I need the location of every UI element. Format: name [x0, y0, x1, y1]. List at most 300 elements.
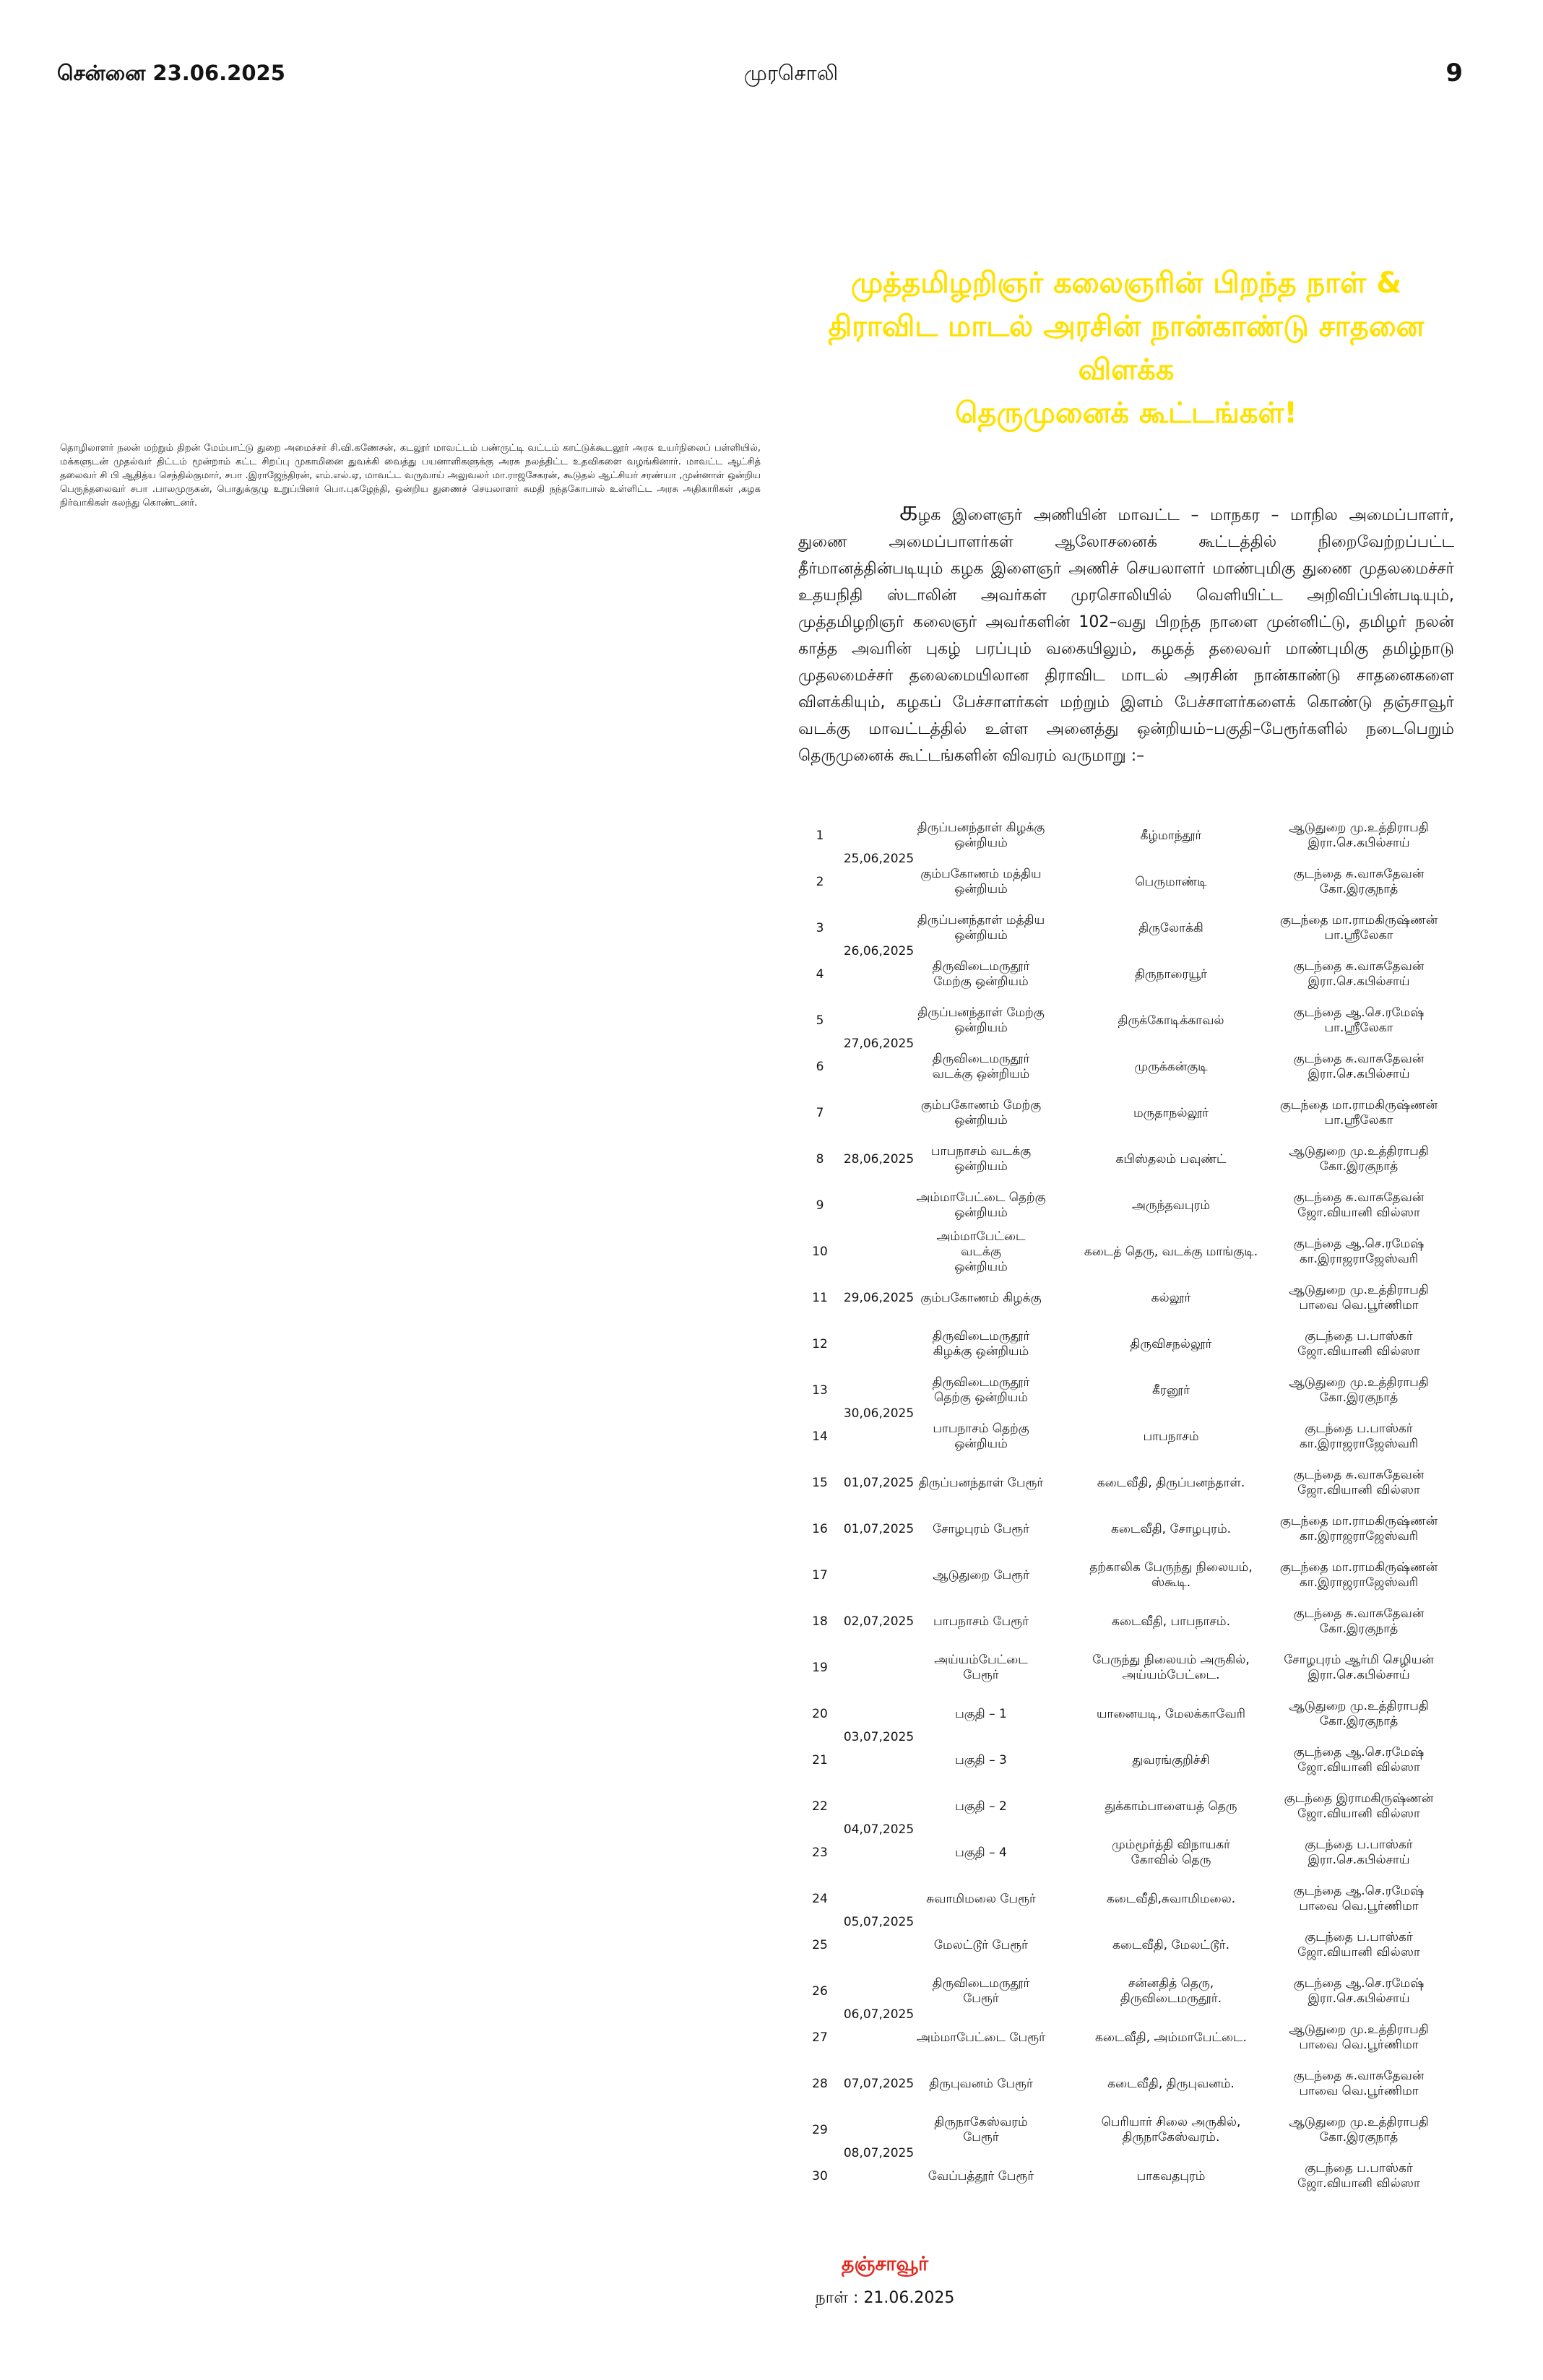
row-number: 3 [816, 920, 824, 935]
article-intro [798, 494, 1454, 769]
speaker-name: ஆடுதுறை மு.உத்திராபதி [1289, 821, 1429, 835]
meeting-place [916, 1367, 1046, 1414]
meeting-venue [1046, 2015, 1272, 2061]
meeting-place [916, 1691, 1046, 1737]
article-title [798, 261, 1454, 435]
venue-line: கீரனூர் [1152, 1382, 1190, 1398]
schedule-row [798, 1783, 1445, 1830]
row-number: 5 [816, 1013, 824, 1028]
meeting-venue [1046, 1182, 1272, 1229]
meeting-date: 01,07,2025 [843, 1521, 915, 1536]
place-line: ஒன்றியம் [954, 1021, 1008, 1035]
schedule-row [798, 1552, 1445, 1598]
speaker-name: இரா.செ.கபில்சாய் [1308, 836, 1410, 850]
meeting-place [916, 2153, 1046, 2199]
speaker-name: கா.இராஜராஜேஸ்வரி [1299, 1529, 1419, 1544]
speakers [1272, 2015, 1445, 2061]
schedule-row [798, 1968, 1445, 2015]
speaker-name: குடந்தை சு.வாசுதேவன் [1293, 2069, 1425, 2083]
speaker-name: பா.ஸ்ரீலேகா [1324, 1113, 1393, 1128]
schedule-body [798, 813, 1445, 2199]
row-number: 11 [812, 1290, 828, 1305]
meeting-place [916, 1737, 1046, 1783]
speakers [1272, 1136, 1445, 1182]
speaker-name: பாவை வெ.பூர்ணிமா [1299, 1899, 1419, 1913]
meeting-venue [1046, 1229, 1272, 1275]
place-line: திருவிடைமருதூர் [932, 1329, 1030, 1343]
row-number: 25 [812, 1937, 828, 1952]
meeting-date: 02,07,2025 [843, 1614, 915, 1629]
row-number: 20 [812, 1706, 828, 1721]
place-line: திருப்பனந்தாள் பேரூர் [918, 1475, 1044, 1490]
speakers [1272, 1922, 1445, 1968]
speaker-name: கோ.இரகுநாத் [1319, 1159, 1399, 1174]
meeting-date: 03,07,2025 [843, 1729, 915, 1744]
schedule-row [798, 1691, 1445, 1737]
meeting-date: 29,06,2025 [843, 1290, 915, 1305]
place-line: ஒன்றியம் [954, 1437, 1008, 1451]
venue-line: கோவில் தெரு [1131, 1853, 1211, 1867]
speaker-name: கோ.இரகுநாத் [1319, 1714, 1399, 1728]
speakers [1272, 1321, 1445, 1367]
speakers [1272, 1645, 1445, 1691]
meeting-venue [1046, 2107, 1272, 2153]
speaker-name: ஆடுதுறை மு.உத்திராபதி [1289, 2022, 1429, 2037]
row-number: 30 [812, 2168, 828, 2184]
speaker-name: குடந்தை ப.பாஸ்கர் [1305, 2161, 1413, 2176]
speaker-name: குடந்தை ப.பாஸ்கர் [1305, 1329, 1413, 1343]
speaker-name: குடந்தை ஆ.செ.ரமேஷ் [1293, 1005, 1425, 1020]
speakers [1272, 2061, 1445, 2107]
meeting-place [916, 1321, 1046, 1367]
venue-line: கடைவீதி,சுவாமிமலை. [1106, 1891, 1236, 1906]
footer [798, 2251, 972, 2311]
place-line: மேற்கு ஒன்றியம் [933, 974, 1029, 989]
row-number: 26 [812, 1983, 828, 1999]
meeting-venue [1046, 1367, 1272, 1414]
speaker-name: குடந்தை மா.ராமகிருஷ்ணன் [1279, 1098, 1438, 1112]
row-number: 16 [812, 1521, 828, 1536]
venue-line: துக்காம்பாளையத் தெரு [1105, 1799, 1237, 1814]
schedule-row [798, 1367, 1445, 1414]
speaker-name: ஆடுதுறை மு.உத்திராபதி [1289, 1699, 1429, 1713]
place-line: திருப்பனந்தாள் மத்திய [917, 913, 1045, 927]
place-line: திருவிடைமருதூர் [932, 1375, 1030, 1390]
place-line: ஆடுதுறை பேரூர் [932, 1567, 1030, 1583]
meeting-venue [1046, 998, 1272, 1044]
place-line: பாபநாசம் பேரூர் [933, 1614, 1029, 1629]
page-header [57, 56, 1463, 90]
schedule-row [798, 2061, 1445, 2107]
place-line: பேரூர் [963, 1991, 999, 2006]
meeting-place [916, 1275, 1046, 1321]
schedule-row [798, 1090, 1445, 1136]
meeting-place [916, 1090, 1046, 1136]
speaker-name: இரா.செ.கபில்சாய் [1308, 1067, 1410, 1081]
venue-line: அருந்தவபுரம் [1131, 1198, 1210, 1213]
speaker-name: குடந்தை சு.வாசுதேவன் [1293, 1606, 1425, 1621]
speaker-name: பாவை வெ.பூர்ணிமா [1299, 2038, 1419, 2052]
row-number: 17 [812, 1567, 828, 1583]
venue-line: திருலோக்கி [1138, 920, 1203, 935]
venue-line: பாபநாசம் [1143, 1429, 1199, 1444]
meeting-venue [1046, 1321, 1272, 1367]
row-number: 12 [812, 1336, 828, 1351]
schedule-row [798, 998, 1445, 1044]
speaker-name: கோ.இரகுநாத் [1319, 1622, 1399, 1636]
venue-line: திருக்கோடிக்காவல் [1118, 1013, 1224, 1028]
speaker-name: குடந்தை சு.வாசுதேவன் [1293, 1052, 1425, 1066]
row-number: 2 [816, 874, 824, 889]
meeting-place [916, 2107, 1046, 2153]
place-line: திருப்பனந்தாள் கிழக்கு [917, 821, 1045, 835]
schedule-row [798, 1460, 1445, 1506]
row-number: 19 [812, 1660, 828, 1675]
speaker-name: குடந்தை ஆ.செ.ரமேஷ் [1293, 1745, 1425, 1760]
venue-line: மும்மூர்த்தி விநாயகர் [1111, 1838, 1231, 1852]
meeting-place [916, 998, 1046, 1044]
place-line: பகுதி – 4 [955, 1845, 1007, 1860]
row-number: 1 [816, 828, 824, 843]
speakers [1272, 2107, 1445, 2153]
place-line: பகுதி – 1 [955, 1706, 1007, 1721]
row-number: 14 [812, 1429, 828, 1444]
meeting-place [916, 2015, 1046, 2061]
speaker-name: கா.இராஜராஜேஸ்வரி [1299, 1252, 1419, 1266]
meeting-place [916, 2061, 1046, 2107]
meeting-place [916, 1182, 1046, 1229]
row-number: 13 [812, 1382, 828, 1398]
speakers [1272, 1229, 1445, 1275]
place-line: சோழபுரம் பேரூர் [932, 1521, 1030, 1536]
page-number: 9 [1445, 59, 1463, 87]
speaker-name: குடந்தை மா.ராமகிருஷ்ணன் [1279, 1560, 1438, 1575]
row-number: 10 [812, 1244, 828, 1259]
speakers [1272, 1552, 1445, 1598]
meeting-venue [1046, 1044, 1272, 1090]
meeting-venue [1046, 905, 1272, 951]
speaker-name: இரா.செ.கபில்சாய் [1308, 974, 1410, 989]
speaker-name: ஜோ.வியானி வில்ஸா [1297, 1945, 1420, 1960]
venue-line: ஸ்கூடி. [1151, 1575, 1191, 1590]
meeting-date: 06,07,2025 [843, 2007, 915, 2022]
place-line: ஒன்றியம் [954, 1113, 1008, 1128]
meeting-venue [1046, 1090, 1272, 1136]
place-line: அய்யம்பேட்டை பேரூர் [934, 1653, 1028, 1682]
speakers [1272, 1090, 1445, 1136]
speaker-name: கா.இராஜராஜேஸ்வரி [1299, 1575, 1419, 1590]
meeting-venue [1046, 1552, 1272, 1598]
place-line: பகுதி – 3 [955, 1752, 1007, 1767]
meeting-place [916, 1645, 1046, 1691]
meeting-place [916, 1460, 1046, 1506]
speakers [1272, 813, 1445, 859]
speaker-name: குடந்தை சு.வாசுதேவன் [1293, 1468, 1425, 1482]
speakers [1272, 1414, 1445, 1460]
schedule-row [798, 1506, 1445, 1552]
place-line: அம்மாபேட்டை பேரூர் [917, 2030, 1045, 2045]
edition-date: சென்னை 23.06.2025 [57, 61, 285, 85]
venue-line: கடைவீதி, திருப்பனந்தாள். [1097, 1475, 1245, 1490]
meeting-date: 05,07,2025 [843, 1914, 915, 1929]
venue-line: கடைவீதி, அம்மாபேட்டை. [1095, 2030, 1247, 2045]
speaker-name: ஜோ.வியானி வில்ஸா [1297, 1806, 1420, 1821]
meeting-place [916, 1783, 1046, 1830]
meeting-venue [1046, 1968, 1272, 2015]
speaker-name: குடந்தை சு.வாசுதேவன் [1293, 1190, 1425, 1205]
meeting-venue [1046, 1691, 1272, 1737]
article [798, 261, 1454, 2311]
venue-line: திருவிடைமருதூர். [1120, 1991, 1222, 2006]
venue-line: முருக்கன்குடி [1134, 1059, 1208, 1074]
meeting-place [916, 1414, 1046, 1460]
venue-line: திருவிசநல்லூர் [1130, 1336, 1212, 1351]
place-line: தெற்கு ஒன்றியம் [934, 1390, 1028, 1405]
speaker-name: குடந்தை ஆ.செ.ரமேஷ் [1293, 1884, 1425, 1898]
meeting-place [916, 1968, 1046, 2015]
speaker-name: குடந்தை ப.பாஸ்கர் [1305, 1838, 1413, 1852]
venue-line: மருதாநல்லூர் [1133, 1105, 1209, 1120]
meeting-place [916, 905, 1046, 951]
meeting-venue [1046, 1737, 1272, 1783]
place-line: மேலட்டூர் பேரூர் [933, 1937, 1029, 1952]
venue-line: கீழ்மாந்தூர் [1140, 828, 1202, 843]
place-line: வடக்கு ஒன்றியம் [932, 1067, 1030, 1081]
meeting-venue [1046, 1506, 1272, 1552]
meeting-venue [1046, 1136, 1272, 1182]
schedule-row [798, 813, 1445, 859]
place-line: ஒன்றியம் [954, 928, 1008, 943]
venue-line: துவரங்குறிச்சி [1132, 1752, 1210, 1767]
speaker-name: கா.இராஜராஜேஸ்வரி [1299, 1437, 1419, 1451]
place-line: திருநாகேஸ்வரம் பேரூர் [934, 2115, 1028, 2145]
speaker-name: குடந்தை சு.வாசுதேவன் [1293, 959, 1425, 974]
venue-line: அய்யம்பேட்டை. [1122, 1668, 1220, 1682]
meeting-place [916, 1922, 1046, 1968]
meeting-place [916, 1044, 1046, 1090]
meeting-venue [1046, 1876, 1272, 1922]
speaker-name: பாவை வெ.பூர்ணிமா [1299, 1298, 1419, 1312]
speakers [1272, 1968, 1445, 2015]
drop-cap: க [899, 494, 918, 527]
speaker-name: ஜோ.வியானி வில்ஸா [1297, 1206, 1420, 1220]
venue-line: சன்னதித் தெரு, [1128, 1976, 1214, 1991]
speaker-name: கோ.இரகுநாத் [1319, 2130, 1399, 2145]
row-number: 9 [816, 1198, 824, 1213]
row-number: 27 [812, 2030, 828, 2045]
speakers [1272, 1598, 1445, 1645]
speaker-name: கோ.இரகுநாத் [1319, 1390, 1399, 1405]
place-line: அம்மாபேட்டை தெற்கு [916, 1190, 1046, 1205]
speaker-name: ஆடுதுறை மு.உத்திராபதி [1289, 1283, 1429, 1297]
schedule-row [798, 905, 1445, 951]
speakers [1272, 1506, 1445, 1552]
venue-line: கடைவீதி, மேலட்டூர். [1112, 1937, 1230, 1952]
meeting-date: 01,07,2025 [843, 1475, 915, 1490]
speaker-name: ஜோ.வியானி வில்ஸா [1297, 1760, 1420, 1775]
row-number: 7 [816, 1105, 824, 1120]
speaker-name: இரா.செ.கபில்சாய் [1308, 1991, 1410, 2006]
place-line: பாபநாசம் தெற்கு [933, 1421, 1029, 1436]
meeting-venue [1046, 1275, 1272, 1321]
place-line: ஒன்றியம் [954, 1206, 1008, 1220]
meeting-venue [1046, 951, 1272, 998]
venue-line: பெருமாண்டி [1135, 874, 1207, 889]
speakers [1272, 1367, 1445, 1414]
speaker-name: ஜோ.வியானி வில்ஸா [1297, 1483, 1420, 1497]
meeting-venue [1046, 1414, 1272, 1460]
speaker-name: இரா.செ.கபில்சாய் [1308, 1668, 1410, 1682]
meeting-date: 30,06,2025 [843, 1406, 915, 1421]
place-line: அம்மாபேட்டை வடக்கு [936, 1229, 1026, 1259]
photo-caption: தொழிலாளர் நலன் மற்றும் திறன் மேம்பாட்டு துறை அமைச்சர் சி.வி.கணேசன், கடலூர் மாவட்டம் பண்ருட்டி வட்டம் காட்டுக்கூடலூர் அரசு உயர்நிலைப் பள்ளியில், மக்களுடன் முதல்வர் திட்டம் மூன்றாம் கட்ட சிறப்பு முகாமினை துவக்கி வைத்து பயனாளிகளுக்கு அரசு நலத்திட்ட உதவிகளை வழங்கினார். மாவட்ட ஆட்சித் தலைவர் சி பி ஆதித்ய செந்தில்குமார், சபா .இராஜேந்திரன், எம்.எல்.ஏ, மாவட்ட வருவாய் அலுவலர் மா.ராஜசேகரன், கூடுதல் ஆட்சியர் சரண்யா ,முன்னாள் ஒன்றிய பெருந்தலைவர் சபா .பாலமுருகன், பொதுக்குழு உறுப்பினர் பொ.புகழேந்தி, ஒன்றிய துணைச் செயலாளர் சுமதி நந்தகோபால் உள்ளிட்ட அரசு அதிகாரிகள் ,கழக நிர்வாகிகள் கலந்து கொண்டனர். [60, 443, 761, 509]
speaker-name: குடந்தை ப.பாஸ்கர் [1305, 1930, 1413, 1944]
meeting-place [916, 1552, 1046, 1598]
speakers [1272, 1830, 1445, 1876]
meeting-venue [1046, 2061, 1272, 2107]
schedule-table [798, 813, 1445, 2199]
meeting-place [916, 1506, 1046, 1552]
meeting-place [916, 1136, 1046, 1182]
place-line: கும்பகோணம் மேற்கு [920, 1098, 1042, 1112]
speakers [1272, 905, 1445, 951]
place-line: பாபநாசம் வடக்கு [930, 1144, 1032, 1159]
meeting-place [916, 1598, 1046, 1645]
meeting-place [916, 1229, 1046, 1275]
row-number: 15 [812, 1475, 828, 1490]
title-line: திராவிட மாடல் அரசின் நான்காண்டு சாதனை விளக்க [828, 310, 1425, 386]
venue-line: பெரியார் சிலை அருகில், [1101, 2115, 1241, 2129]
speaker-name: பா.ஸ்ரீலேகா [1324, 928, 1393, 943]
meeting-date: 27,06,2025 [843, 1036, 915, 1051]
venue-line: தற்காலிக பேருந்து நிலையம், [1089, 1560, 1253, 1575]
schedule-row [798, 2107, 1445, 2153]
meeting-venue [1046, 1830, 1272, 1876]
venue-line: திருநாகேஸ்வரம். [1122, 2130, 1220, 2145]
speaker-name: ஆடுதுறை மு.உத்திராபதி [1289, 2115, 1429, 2129]
row-number: 29 [812, 2122, 828, 2137]
venue-line: கபிஸ்தலம் பவுண்ட் [1115, 1151, 1227, 1167]
title-line: முத்தமிழறிஞர் கலைஞரின் பிறந்த நாள் & [850, 267, 1402, 300]
speakers [1272, 1275, 1445, 1321]
speakers [1272, 1691, 1445, 1737]
meeting-date: 28,06,2025 [843, 1151, 915, 1167]
row-number: 18 [812, 1614, 828, 1629]
place-line: திருவிடைமருதூர் [932, 1052, 1030, 1066]
speakers [1272, 1783, 1445, 1830]
venue-line: யானையடி, மேலக்காவேரி [1096, 1706, 1245, 1721]
place-line: ஒன்றியம் [954, 882, 1008, 896]
speaker-name: குடந்தை இராமகிருஷ்ணன் [1284, 1791, 1434, 1806]
speakers [1272, 1876, 1445, 1922]
speakers [1272, 951, 1445, 998]
speakers [1272, 859, 1445, 905]
meeting-venue [1046, 1460, 1272, 1506]
meeting-date: 04,07,2025 [843, 1822, 915, 1837]
speaker-name: குடந்தை ப.பாஸ்கர் [1305, 1421, 1413, 1436]
venue-line: திருநாரையூர் [1134, 966, 1208, 982]
speaker-name: கோ.இரகுநாத் [1319, 882, 1399, 896]
meeting-place [916, 1876, 1046, 1922]
intro-text: ழக இளைஞர் அணியின் மாவட்ட – மாநகர – மாநில அமைப்பாளர், துணை அமைப்பாளர்கள் ஆலோசனைக் கூட்டத்தில் நிறைவேற்றப்பட்ட தீர்மானத்தின்படியும் கழக இளைஞர் அணிச் செயலாளர் மாண்புமிகு துணை முதலமைச்சர் உதயநிதி ஸ்டாலின் அவர்கள் முரசொலியில் வெளியிட்ட அறிவிப்பின்படியும், முத்தமிழறிஞர் கலைஞர் அவர்களின் 102–வது பிறந்த நாளை முன்னிட்டு, தமிழர் நலன் காத்த அவரின் புகழ் பரப்பும் வகையிலும், கழகத் தலைவர் மாண்புமிகு தமிழ்நாடு முதலமைச்சர் தலைமையிலான திராவிட மாடல் அரசின் நான்காண்டு சாதனைகளை விளக்கியும், கழகப் பேச்சாளர்கள் மற்றும் இளம் பேச்சாளர்களைக் கொண்டு தஞ்சாவூர் வடக்கு மாவட்டத்தில் உள்ள அனைத்து ஒன்றியம்–பகுதி–பேரூர்களில் நடைபெறும் தெருமுனைக் கூட்டங்களின் விவரம் வருமாறு :– [798, 506, 1454, 765]
masthead: முரசொலி [743, 61, 839, 85]
meeting-date: 07,07,2025 [843, 2076, 915, 2091]
meeting-venue [1046, 1645, 1272, 1691]
speakers [1272, 2153, 1445, 2199]
place-line: திருப்பனந்தாள் மேற்கு [917, 1005, 1045, 1020]
speaker-name: இரா.செ.கபில்சாய் [1308, 1853, 1410, 1867]
speaker-name: சோழபுரம் ஆர்மி செழியன் [1284, 1653, 1434, 1667]
speaker-name: பா.ஸ்ரீலேகா [1324, 1021, 1393, 1035]
meeting-place [916, 813, 1046, 859]
meeting-place [916, 1830, 1046, 1876]
venue-line: கடைவீதி, சோழபுரம். [1110, 1521, 1232, 1536]
speaker-name: ஜோ.வியானி வில்ஸா [1297, 2176, 1420, 2191]
meeting-date: 25,06,2025 [843, 851, 915, 866]
speaker-name: பாவை வெ.பூர்ணிமா [1299, 2084, 1419, 2098]
venue-line: கடைத் தெரு, வடக்கு மாங்குடி. [1084, 1244, 1258, 1259]
meeting-venue [1046, 2153, 1272, 2199]
place-line: சுவாமிமலை பேரூர் [926, 1891, 1036, 1906]
venue-line: பாகவதபுரம் [1136, 2168, 1206, 2184]
place-line: கிழக்கு ஒன்றியம் [933, 1344, 1029, 1359]
meeting-venue [1046, 1598, 1272, 1645]
place-line: திருபுவனம் பேரூர் [929, 2076, 1033, 2091]
row-number: 22 [812, 1799, 828, 1814]
title-line: தெருமுனைக் கூட்டங்கள்! [955, 397, 1297, 430]
venue-line: கடைவீதி, திருபுவனம். [1107, 2076, 1235, 2091]
place-line: திருவிடைமருதூர் [932, 1976, 1030, 1991]
meeting-venue [1046, 859, 1272, 905]
venue-line: பேருந்து நிலையம் அருகில், [1092, 1653, 1250, 1667]
speakers [1272, 1460, 1445, 1506]
place-line: கும்பகோணம் மத்திய [920, 867, 1042, 881]
speakers [1272, 998, 1445, 1044]
speaker-name: குடந்தை ஆ.செ.ரமேஷ் [1293, 1237, 1425, 1251]
row-number: 24 [812, 1891, 828, 1906]
schedule-row [798, 1876, 1445, 1922]
row-number: 23 [812, 1845, 828, 1860]
row-number: 21 [812, 1752, 828, 1767]
meeting-place [916, 951, 1046, 998]
meeting-date: 26,06,2025 [843, 943, 915, 959]
row-number: 6 [816, 1059, 824, 1074]
speaker-name: குடந்தை சு.வாசுதேவன் [1293, 867, 1425, 881]
speaker-name: குடந்தை மா.ராமகிருஷ்ணன் [1279, 1514, 1438, 1528]
row-number: 8 [816, 1151, 824, 1167]
meeting-date: 08,07,2025 [843, 2145, 915, 2160]
schedule-row [798, 1229, 1445, 1275]
row-number: 4 [816, 966, 824, 982]
speaker-name: குடந்தை மா.ராமகிருஷ்ணன் [1279, 913, 1438, 927]
speakers [1272, 1737, 1445, 1783]
footer-district: தஞ்சாவூர் [841, 2253, 929, 2275]
meeting-place [916, 859, 1046, 905]
meeting-venue [1046, 1783, 1272, 1830]
speaker-name: ஆடுதுறை மு.உத்திராபதி [1289, 1144, 1429, 1159]
place-line: பகுதி – 2 [955, 1799, 1007, 1814]
place-line: ஒன்றியம் [954, 836, 1008, 850]
place-line: திருவிடைமருதூர் [932, 959, 1030, 974]
footer-date: நாள் : 21.06.2025 [815, 2289, 955, 2307]
place-line: ஒன்றியம் [954, 1159, 1008, 1174]
meeting-venue [1046, 1922, 1272, 1968]
speaker-name: குடந்தை ஆ.செ.ரமேஷ் [1293, 1976, 1425, 1991]
venue-line: கல்லூர் [1151, 1290, 1191, 1305]
row-number: 28 [812, 2076, 828, 2091]
place-line: ஒன்றியம் [954, 1259, 1008, 1274]
speaker-name: ஆடுதுறை மு.உத்திராபதி [1289, 1375, 1429, 1390]
